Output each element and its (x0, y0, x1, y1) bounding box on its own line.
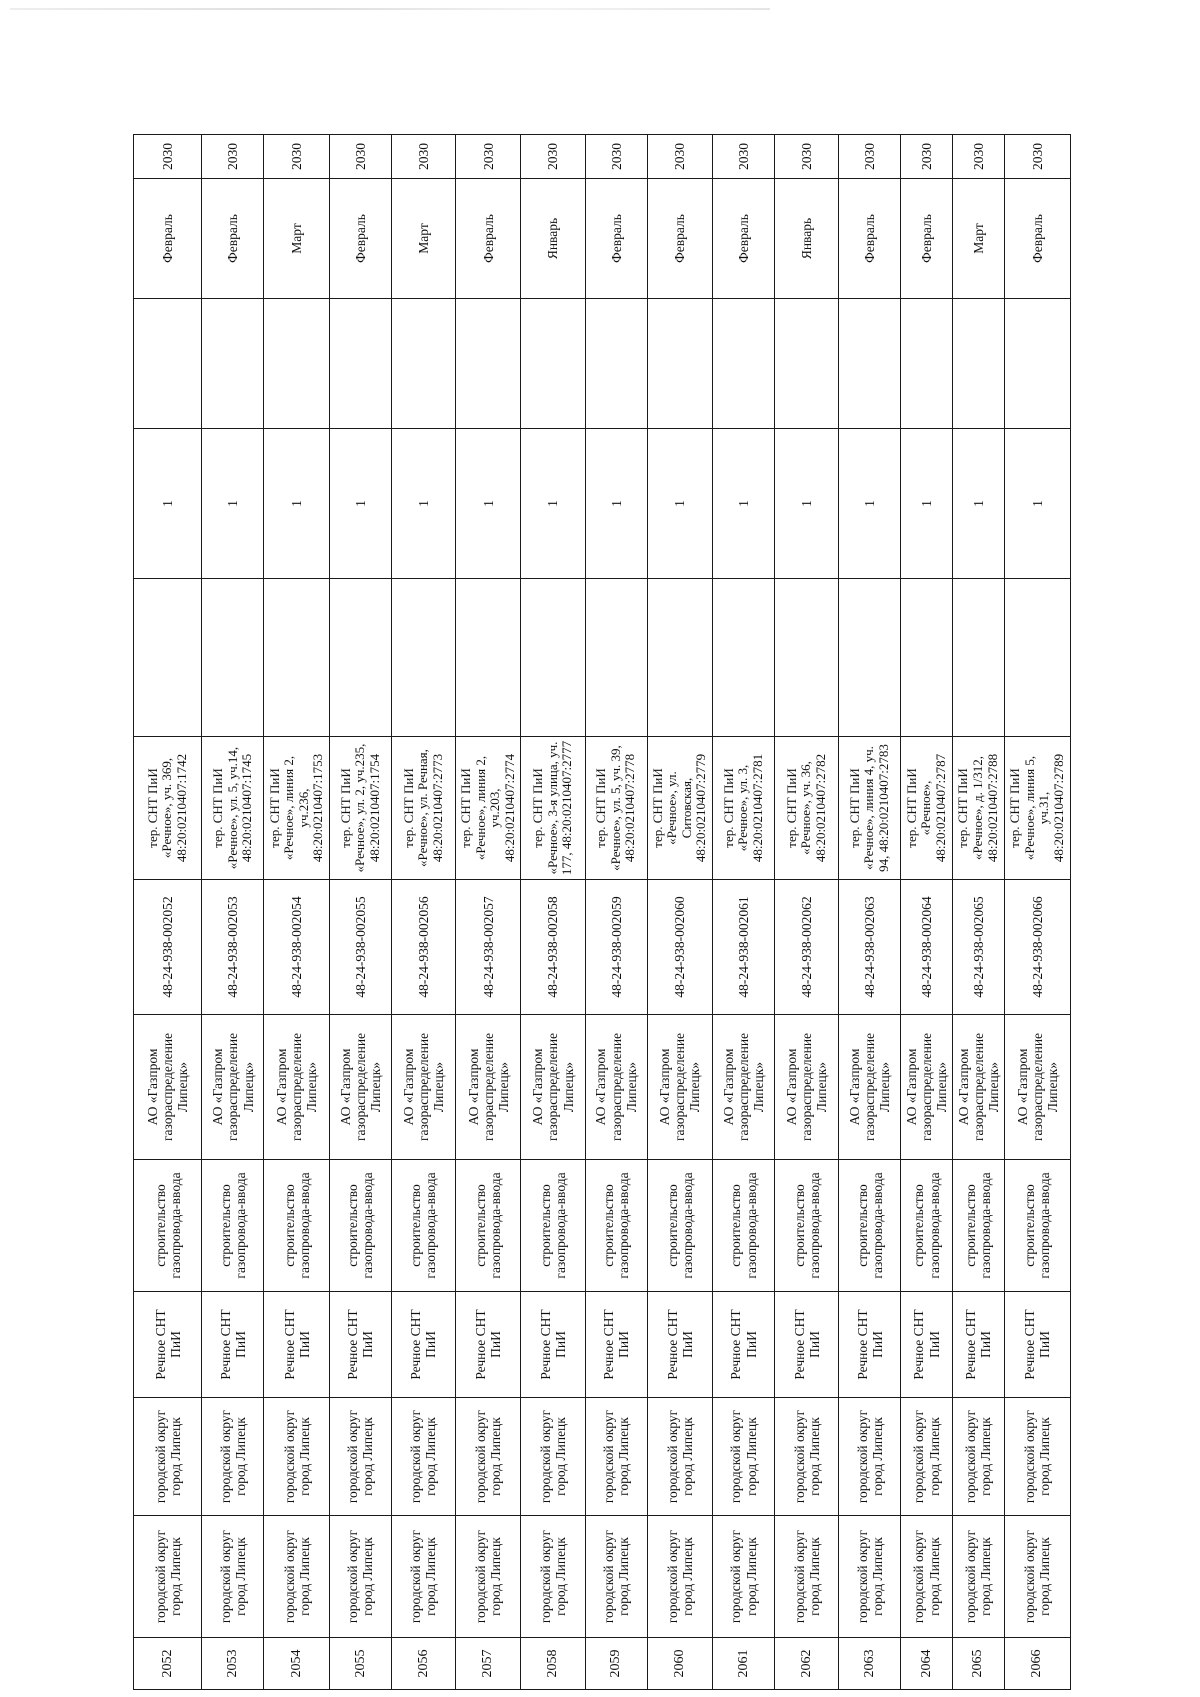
empty-cell (775, 579, 839, 737)
settlement-cell: городской округ город Липецк (647, 1398, 712, 1516)
address-cell: тер. СНТ ПиИ «Речное», линия 2, уч.203, 48:20:0210407:2774 (456, 737, 521, 880)
row-number: 2060 (647, 1638, 712, 1690)
organization-cell: АО «Газпром газораспределение Липецк» (521, 1015, 585, 1160)
application-code-cell: 48-24-938-002065 (952, 880, 1004, 1015)
organization-cell: АО «Газпром газораспределение Липецк» (647, 1015, 712, 1160)
work-type-cell: строительство газопровода-ввода (521, 1160, 585, 1292)
empty-cell (134, 579, 202, 737)
empty-cell (329, 579, 391, 737)
district-cell: городской округ город Липецк (1004, 1516, 1070, 1638)
organization-cell: АО «Газпром газораспределение Липецк» (1004, 1015, 1070, 1160)
month-cell: Февраль (901, 179, 953, 299)
empty-cell (456, 299, 521, 429)
count-cell: 1 (329, 429, 391, 579)
work-type-cell: строительство газопровода-ввода (329, 1160, 391, 1292)
empty-cell (647, 299, 712, 429)
month-cell: Февраль (329, 179, 391, 299)
month-cell: Февраль (202, 179, 264, 299)
month-cell: Февраль (839, 179, 901, 299)
gas-connection-schedule-table (133, 134, 1071, 1690)
area-cell: Речное СНТ ПиИ (521, 1292, 585, 1398)
area-cell: Речное СНТ ПиИ (329, 1292, 391, 1398)
count-cell: 1 (134, 429, 202, 579)
count-cell: 1 (839, 429, 901, 579)
work-type-cell: строительство газопровода-ввода (839, 1160, 901, 1292)
row-number: 2064 (901, 1638, 953, 1690)
address-cell: тер. СНТ ПиИ «Речное», д. 1/312, 48:20:0210407:2788 (952, 737, 1004, 880)
year-cell: 2030 (585, 135, 647, 179)
application-code-cell: 48-24-938-002059 (585, 880, 647, 1015)
count-cell: 1 (391, 429, 455, 579)
organization-cell: АО «Газпром газораспределение Липецк» (901, 1015, 953, 1160)
empty-cell (585, 579, 647, 737)
empty-cell (391, 579, 455, 737)
settlement-cell: городской округ город Липецк (952, 1398, 1004, 1516)
table-row (585, 135, 647, 1690)
row-number: 2059 (585, 1638, 647, 1690)
work-type-cell: строительство газопровода-ввода (264, 1160, 329, 1292)
organization-cell: АО «Газпром газораспределение Липецк» (202, 1015, 264, 1160)
organization-cell: АО «Газпром газораспределение Липецк» (585, 1015, 647, 1160)
row-number: 2065 (952, 1638, 1004, 1690)
district-cell: городской округ город Липецк (585, 1516, 647, 1638)
empty-cell (1004, 299, 1070, 429)
row-number: 2054 (264, 1638, 329, 1690)
empty-cell (901, 579, 953, 737)
district-cell: городской округ город Липецк (264, 1516, 329, 1638)
month-cell: Февраль (647, 179, 712, 299)
empty-cell (713, 299, 775, 429)
district-cell: городской округ город Липецк (713, 1516, 775, 1638)
row-number: 2053 (202, 1638, 264, 1690)
year-cell: 2030 (952, 135, 1004, 179)
count-cell: 1 (264, 429, 329, 579)
year-cell: 2030 (713, 135, 775, 179)
organization-cell: АО «Газпром газораспределение Липецк» (329, 1015, 391, 1160)
table-row (775, 135, 839, 1690)
district-cell: городской округ город Липецк (329, 1516, 391, 1638)
area-cell: Речное СНТ ПиИ (901, 1292, 953, 1398)
table-row (264, 135, 329, 1690)
empty-cell (264, 299, 329, 429)
row-number: 2052 (134, 1638, 202, 1690)
count-cell: 1 (1004, 429, 1070, 579)
count-cell: 1 (585, 429, 647, 579)
empty-cell (521, 299, 585, 429)
area-cell: Речное СНТ ПиИ (839, 1292, 901, 1398)
table-row (1004, 135, 1070, 1690)
district-cell: городской округ город Липецк (775, 1516, 839, 1638)
area-cell: Речное СНТ ПиИ (647, 1292, 712, 1398)
table-row (329, 135, 391, 1690)
address-cell: тер. СНТ ПиИ «Речное», линия 4, уч. 94, 48:20:0210407:2783 (839, 737, 901, 880)
area-cell: Речное СНТ ПиИ (134, 1292, 202, 1398)
application-code-cell: 48-24-938-002057 (456, 880, 521, 1015)
work-type-cell: строительство газопровода-ввода (775, 1160, 839, 1292)
empty-cell (1004, 579, 1070, 737)
table-body (134, 135, 1071, 1690)
address-cell: тер. СНТ ПиИ «Речное», ул. 2, уч.235, 48:20:0210407:1754 (329, 737, 391, 880)
count-cell: 1 (202, 429, 264, 579)
work-type-cell: строительство газопровода-ввода (134, 1160, 202, 1292)
row-number: 2061 (713, 1638, 775, 1690)
empty-cell (952, 299, 1004, 429)
application-code-cell: 48-24-938-002056 (391, 880, 455, 1015)
table-row (456, 135, 521, 1690)
district-cell: городской округ город Липецк (647, 1516, 712, 1638)
work-type-cell: строительство газопровода-ввода (901, 1160, 953, 1292)
settlement-cell: городской округ город Липецк (264, 1398, 329, 1516)
organization-cell: АО «Газпром газораспределение Липецк» (456, 1015, 521, 1160)
organization-cell: АО «Газпром газораспределение Липецк» (775, 1015, 839, 1160)
work-type-cell: строительство газопровода-ввода (713, 1160, 775, 1292)
organization-cell: АО «Газпром газораспределение Липецк» (713, 1015, 775, 1160)
district-cell: городской округ город Липецк (134, 1516, 202, 1638)
settlement-cell: городской округ город Липецк (901, 1398, 953, 1516)
work-type-cell: строительство газопровода-ввода (391, 1160, 455, 1292)
area-cell: Речное СНТ ПиИ (1004, 1292, 1070, 1398)
application-code-cell: 48-24-938-002055 (329, 880, 391, 1015)
address-cell: тер. СНТ ПиИ «Речное», ул. 5, уч. 39, 48:20:0210407:2778 (585, 737, 647, 880)
table-row (901, 135, 953, 1690)
work-type-cell: строительство газопровода-ввода (647, 1160, 712, 1292)
application-code-cell: 48-24-938-002060 (647, 880, 712, 1015)
organization-cell: АО «Газпром газораспределение Липецк» (839, 1015, 901, 1160)
year-cell: 2030 (521, 135, 585, 179)
month-cell: Январь (775, 179, 839, 299)
address-cell: тер. СНТ ПиИ «Речное», ул. 3, 48:20:0210407:2781 (713, 737, 775, 880)
district-cell: городской округ город Липецк (391, 1516, 455, 1638)
month-cell: Февраль (134, 179, 202, 299)
area-cell: Речное СНТ ПиИ (264, 1292, 329, 1398)
month-cell: Февраль (585, 179, 647, 299)
year-cell: 2030 (329, 135, 391, 179)
district-cell: городской округ город Липецк (901, 1516, 953, 1638)
application-code-cell: 48-24-938-002066 (1004, 880, 1070, 1015)
count-cell: 1 (713, 429, 775, 579)
empty-cell (391, 299, 455, 429)
month-cell: Февраль (1004, 179, 1070, 299)
empty-cell (456, 579, 521, 737)
area-cell: Речное СНТ ПиИ (456, 1292, 521, 1398)
year-cell: 2030 (391, 135, 455, 179)
organization-cell: АО «Газпром газораспределение Липецк» (264, 1015, 329, 1160)
district-cell: городской округ город Липецк (839, 1516, 901, 1638)
settlement-cell: городской округ город Липецк (585, 1398, 647, 1516)
month-cell: Февраль (713, 179, 775, 299)
settlement-cell: городской округ город Липецк (456, 1398, 521, 1516)
row-number: 2056 (391, 1638, 455, 1690)
application-code-cell: 48-24-938-002053 (202, 880, 264, 1015)
settlement-cell: городской округ город Липецк (713, 1398, 775, 1516)
address-cell: тер. СНТ ПиИ «Речное», линия 5, уч.31, 48:20:0210407:2789 (1004, 737, 1070, 880)
table-row (521, 135, 585, 1690)
count-cell: 1 (456, 429, 521, 579)
empty-cell (713, 579, 775, 737)
table-row (952, 135, 1004, 1690)
application-code-cell: 48-24-938-002062 (775, 880, 839, 1015)
empty-cell (775, 299, 839, 429)
empty-cell (521, 579, 585, 737)
area-cell: Речное СНТ ПиИ (952, 1292, 1004, 1398)
count-cell: 1 (775, 429, 839, 579)
application-code-cell: 48-24-938-002054 (264, 880, 329, 1015)
table-row (391, 135, 455, 1690)
empty-cell (585, 299, 647, 429)
empty-cell (202, 579, 264, 737)
address-cell: тер. СНТ ПиИ «Речное», уч. 369, 48:20:0210407:1742 (134, 737, 202, 880)
settlement-cell: городской округ город Липецк (202, 1398, 264, 1516)
settlement-cell: городской округ город Липецк (134, 1398, 202, 1516)
year-cell: 2030 (134, 135, 202, 179)
row-number: 2063 (839, 1638, 901, 1690)
application-code-cell: 48-24-938-002061 (713, 880, 775, 1015)
year-cell: 2030 (202, 135, 264, 179)
settlement-cell: городской округ город Липецк (391, 1398, 455, 1516)
year-cell: 2030 (839, 135, 901, 179)
year-cell: 2030 (456, 135, 521, 179)
empty-cell (134, 299, 202, 429)
settlement-cell: городской округ город Липецк (1004, 1398, 1070, 1516)
district-cell: городской округ город Липецк (521, 1516, 585, 1638)
table-row (202, 135, 264, 1690)
address-cell: тер. СНТ ПиИ «Речное», 3-я улица, уч. 177, 48:20:0210407:2777 (521, 737, 585, 880)
month-cell: Февраль (456, 179, 521, 299)
settlement-cell: городской округ город Липецк (775, 1398, 839, 1516)
settlement-cell: городской округ город Липецк (329, 1398, 391, 1516)
application-code-cell: 48-24-938-002052 (134, 880, 202, 1015)
empty-cell (839, 299, 901, 429)
address-cell: тер. СНТ ПиИ «Речное», 48:20:0210407:2787 (901, 737, 953, 880)
address-cell: тер. СНТ ПиИ «Речное», ул. 5, уч.14, 48:20:0210407:1745 (202, 737, 264, 880)
work-type-cell: строительство газопровода-ввода (585, 1160, 647, 1292)
count-cell: 1 (647, 429, 712, 579)
month-cell: Январь (521, 179, 585, 299)
table-row (713, 135, 775, 1690)
address-cell: тер. СНТ ПиИ «Речное», ул. Речная, 48:20:0210407:2773 (391, 737, 455, 880)
address-cell: тер. СНТ ПиИ «Речное», уч. 36, 48:20:0210407:2782 (775, 737, 839, 880)
organization-cell: АО «Газпром газораспределение Липецк» (952, 1015, 1004, 1160)
area-cell: Речное СНТ ПиИ (202, 1292, 264, 1398)
settlement-cell: городской округ город Липецк (521, 1398, 585, 1516)
scan-edge-artifact (10, 8, 770, 10)
count-cell: 1 (521, 429, 585, 579)
work-type-cell: строительство газопровода-ввода (952, 1160, 1004, 1292)
empty-cell (329, 299, 391, 429)
month-cell: Март (952, 179, 1004, 299)
empty-cell (264, 579, 329, 737)
address-cell: тер. СНТ ПиИ «Речное», линия 2, уч.236, 48:20:0210407:1753 (264, 737, 329, 880)
application-code-cell: 48-24-938-002064 (901, 880, 953, 1015)
year-cell: 2030 (901, 135, 953, 179)
work-type-cell: строительство газопровода-ввода (456, 1160, 521, 1292)
district-cell: городской округ город Липецк (952, 1516, 1004, 1638)
area-cell: Речное СНТ ПиИ (713, 1292, 775, 1398)
row-number: 2058 (521, 1638, 585, 1690)
year-cell: 2030 (264, 135, 329, 179)
work-type-cell: строительство газопровода-ввода (1004, 1160, 1070, 1292)
organization-cell: АО «Газпром газораспределение Липецк» (391, 1015, 455, 1160)
application-code-cell: 48-24-938-002063 (839, 880, 901, 1015)
application-code-cell: 48-24-938-002058 (521, 880, 585, 1015)
empty-cell (952, 579, 1004, 737)
empty-cell (839, 579, 901, 737)
row-number: 2066 (1004, 1638, 1070, 1690)
month-cell: Март (264, 179, 329, 299)
rotated-page (133, 135, 1071, 1690)
area-cell: Речное СНТ ПиИ (391, 1292, 455, 1398)
table-row (647, 135, 712, 1690)
work-type-cell: строительство газопровода-ввода (202, 1160, 264, 1292)
empty-cell (647, 579, 712, 737)
empty-cell (901, 299, 953, 429)
row-number: 2055 (329, 1638, 391, 1690)
district-cell: городской округ город Липецк (456, 1516, 521, 1638)
settlement-cell: городской округ город Липецк (839, 1398, 901, 1516)
empty-cell (202, 299, 264, 429)
organization-cell: АО «Газпром газораспределение Липецк» (134, 1015, 202, 1160)
year-cell: 2030 (775, 135, 839, 179)
table-row (134, 135, 202, 1690)
count-cell: 1 (901, 429, 953, 579)
row-number: 2057 (456, 1638, 521, 1690)
area-cell: Речное СНТ ПиИ (775, 1292, 839, 1398)
area-cell: Речное СНТ ПиИ (585, 1292, 647, 1398)
month-cell: Март (391, 179, 455, 299)
year-cell: 2030 (647, 135, 712, 179)
table-row (839, 135, 901, 1690)
year-cell: 2030 (1004, 135, 1070, 179)
district-cell: городской округ город Липецк (202, 1516, 264, 1638)
address-cell: тер. СНТ ПиИ «Речное», ул. Ситовская, 48:20:0210407:2779 (647, 737, 712, 880)
row-number: 2062 (775, 1638, 839, 1690)
count-cell: 1 (952, 429, 1004, 579)
